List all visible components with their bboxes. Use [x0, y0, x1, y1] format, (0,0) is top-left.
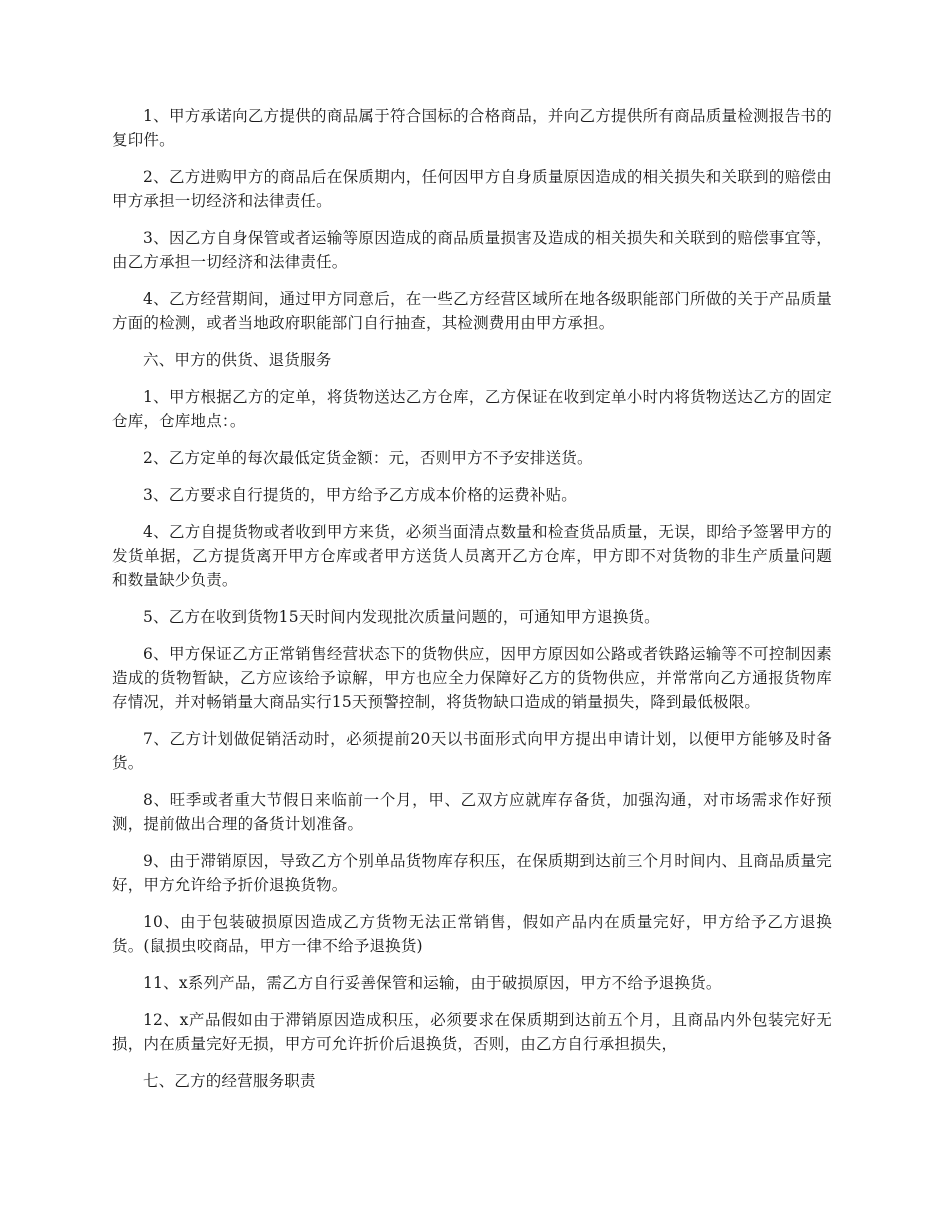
clause-supply-7: 7、乙方计划做促销活动时，必须提前20天以书面形式向甲方提出申请计划，以便甲方能够及时备货。 [112, 730, 832, 772]
document-page [112, 104, 832, 1106]
clause-supply-2: 2、乙方定单的每次最低定货金额：元，否则甲方不予安排送货。 [143, 449, 593, 467]
clause-quality-2: 2、乙方进购甲方的商品后在保质期内，任何因甲方自身质量原因造成的相关损失和关联到的赔偿由甲方承担一切经济和法律责任。 [112, 168, 832, 210]
clause-quality-4: 4、乙方经营期间，通过甲方同意后，在一些乙方经营区域所在地各级职能部门所做的关于产品质量方面的检测，或者当地政府职能部门自行抽查，其检测费用由甲方承担。 [112, 290, 832, 332]
section-heading-6: 六、甲方的供货、退货服务 [143, 351, 332, 369]
clause-supply-4: 4、乙方自提货物或者收到甲方来货，必须当面清点数量和检查货品质量，无误，即给予签署甲方的发货单据，乙方提货离开甲方仓库或者甲方送货人员离开乙方仓库，甲方即不对货物的非生产质量问题和数量缺少负责。 [112, 523, 832, 589]
clause-supply-3: 3、乙方要求自行提货的，甲方给予乙方成本价格的运费补贴。 [143, 486, 577, 504]
clause-supply-10: 10、由于包装破损原因造成乙方货物无法正常销售，假如产品内在质量完好，甲方给予乙方退换货。(鼠损虫咬商品，甲方一律不给予退换货) [112, 913, 832, 955]
clause-supply-8: 8、旺季或者重大节假日来临前一个月，甲、乙双方应就库存备货，加强沟通，对市场需求作好预测，提前做出合理的备货计划准备。 [112, 791, 832, 833]
clause-supply-5: 5、乙方在收到货物15天时间内发现批次质量问题的，可通知甲方退换货。 [143, 608, 660, 626]
clause-quality-1: 1、甲方承诺向乙方提供的商品属于符合国标的合格商品，并向乙方提供所有商品质量检测报告书的复印件。 [112, 107, 832, 149]
clause-supply-9: 9、由于滞销原因，导致乙方个别单品货物库存积压，在保质期到达前三个月时间内、且商品质量完好，甲方允许给予折价退换货物。 [112, 852, 832, 894]
clause-supply-11: 11、x系列产品，需乙方自行妥善保管和运输，由于破损原因，甲方不给予退换货。 [143, 974, 722, 992]
clause-supply-1: 1、甲方根据乙方的定单，将货物送达乙方仓库，乙方保证在收到定单小时内将货物送达乙方的固定仓库，仓库地点：。 [112, 388, 832, 430]
clause-supply-6: 6、甲方保证乙方正常销售经营状态下的货物供应，因甲方原因如公路或者铁路运输等不可控制因素造成的货物暂缺，乙方应该给予谅解，甲方也应全力保障好乙方的货物供应，并常常向乙方通报货物库存情况，并对畅销量大商品实行15天预警控制，将货物缺口造成的销量损失，降到最低极限。 [112, 645, 832, 711]
clause-quality-3: 3、因乙方自身保管或者运输等原因造成的商品质量损害及造成的相关损失和关联到的赔偿事宜等，由乙方承担一切经济和法律责任。 [112, 229, 832, 271]
section-heading-7: 七、乙方的经营服务职责 [143, 1072, 316, 1090]
clause-supply-12: 12、x产品假如由于滞销原因造成积压，必须要求在保质期到达前五个月，且商品内外包装完好无损，内在质量完好无损，甲方可允许折价后退换货，否则，由乙方自行承担损失， [112, 1011, 832, 1053]
